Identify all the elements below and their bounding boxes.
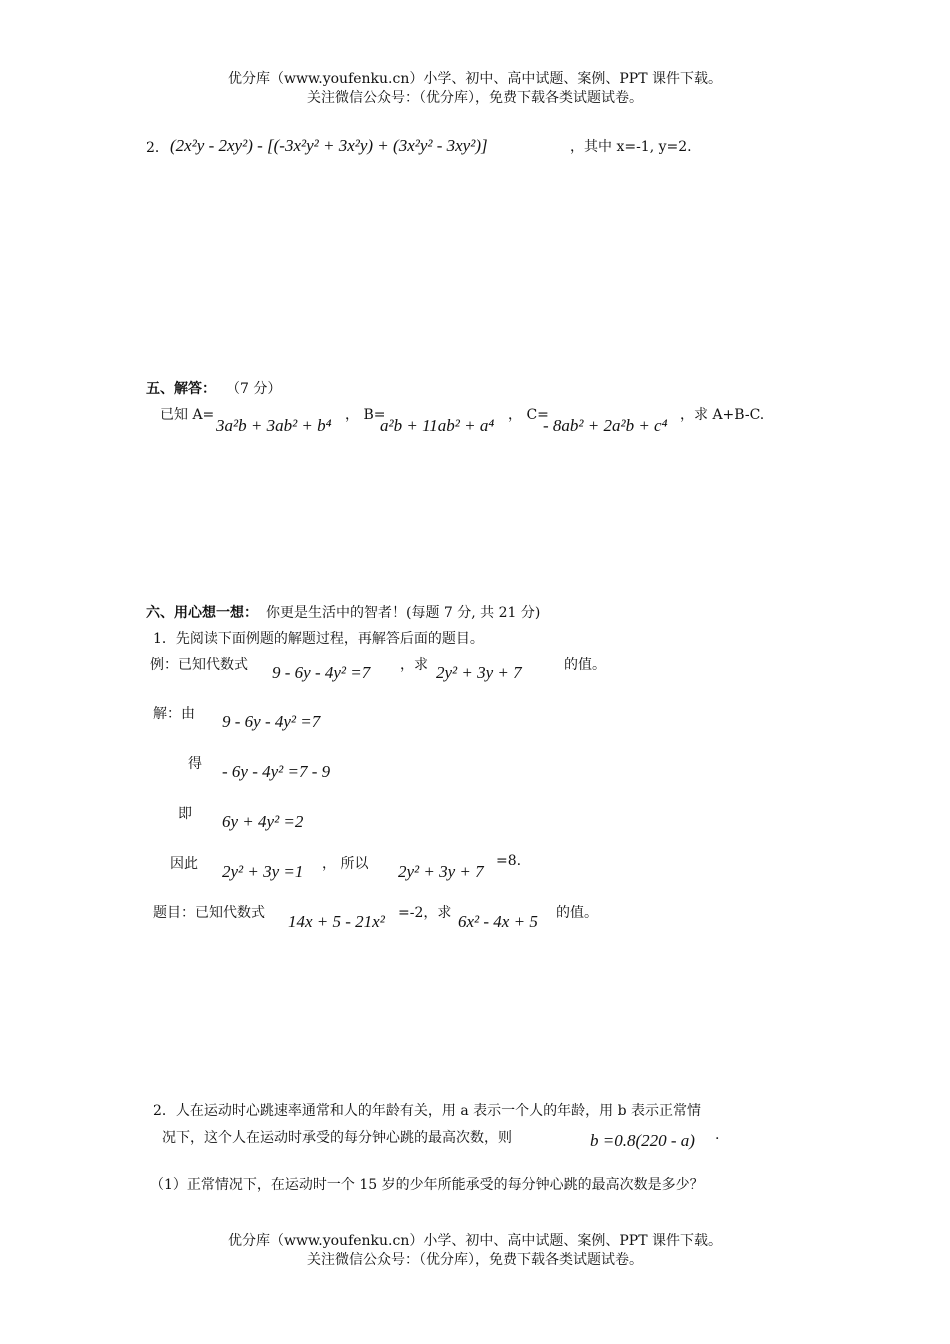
s6-q2-line-2: 况下，这个人在运动时承受的每分钟心跳的最高次数，则 [162,1130,512,1146]
s6-q2-line-1: 2．人在运动时心跳速率通常和人的年龄有关，用 a 表示一个人的年龄，用 b 表示正常情 [153,1103,702,1119]
s5-expr-b: a²b + 11ab² + a⁴ [380,416,495,435]
s5-expr-a: 3a²b + 3ab² + b⁴ [216,416,332,435]
s6-q2-end: . [715,1127,720,1143]
s5-title: 五、解答： [146,381,216,397]
s6-title: 六、用心想一想： [146,605,258,621]
problem-mid: =-2，求 [398,905,452,921]
solution-yinci: 因此 [170,856,198,872]
s6-q2-sub-1: （1）正常情况下，在运动时一个 15 岁的少年所能承受的每分钟心跳的最高次数是多少？ [150,1177,704,1193]
s6-q2-formula: b =0.8(220 - a) [590,1131,695,1150]
solution-step-4: 2y² + 3y =1 [222,862,304,881]
problem-expression: 14x + 5 - 21x² [288,912,385,931]
s6-subtitle: 你更是生活中的智者！(每题 7 分, 共 21 分) [266,605,541,621]
q2-number: 2． [146,140,169,156]
example-end: 的值。 [564,657,606,673]
footer-line-1: 优分库（www.youfenku.cn）小学、初中、高中试题、案例、PPT 课件下载。 [227,1233,722,1249]
s5-points: （7 分） [226,381,282,397]
problem-end: 的值。 [556,905,598,921]
solution-step-1: 9 - 6y - 4y² =7 [222,712,321,731]
s5-b-label: ， B= [345,407,386,423]
problem-target: 6x² - 4x + 5 [458,912,538,931]
s5-expr-c: - 8ab² + 2a²b + c⁴ [543,416,668,435]
example-target: 2y² + 3y + 7 [436,663,522,682]
footer-line-2: 关注微信公众号：（优分库），免费下载各类试题试卷。 [307,1252,643,1268]
example-mid: ，求 [400,657,428,673]
header-line-1: 优分库（www.youfenku.cn）小学、初中、高中试题、案例、PPT 课件下载。 [227,71,722,87]
q2-expression: (2x²y - 2xy²) - [(-3x²y² + 3x²y) + (3x²y² - 3xy²)] [170,136,488,155]
s5-ask: ，求 A+B-C. [680,407,765,423]
solution-result: =8. [496,853,522,869]
solution-step-3: 6y + 4y² =2 [222,812,304,831]
solution-step-5: 2y² + 3y + 7 [398,862,484,881]
solution-de: 得 [188,756,202,772]
problem-label: 题目：已知代数式 [153,905,265,921]
solution-label: 解：由 [153,706,195,722]
example-expression: 9 - 6y - 4y² =7 [272,663,371,682]
s5-c-label: ， C= [508,407,549,423]
example-label: 例：已知代数式 [150,657,248,673]
solution-step-2: - 6y - 4y² =7 - 9 [222,762,331,781]
solution-suoyi: ， 所以 [322,856,369,872]
header-line-2: 关注微信公众号：（优分库），免费下载各类试题试卷。 [307,90,643,106]
s5-known-label: 已知 A= [160,407,215,423]
s6-q1-intro: 1．先阅读下面例题的解题过程，再解答后面的题目。 [153,631,484,647]
solution-ji: 即 [178,806,192,822]
q2-condition: ，其中 x=-1, y=2. [570,139,692,155]
